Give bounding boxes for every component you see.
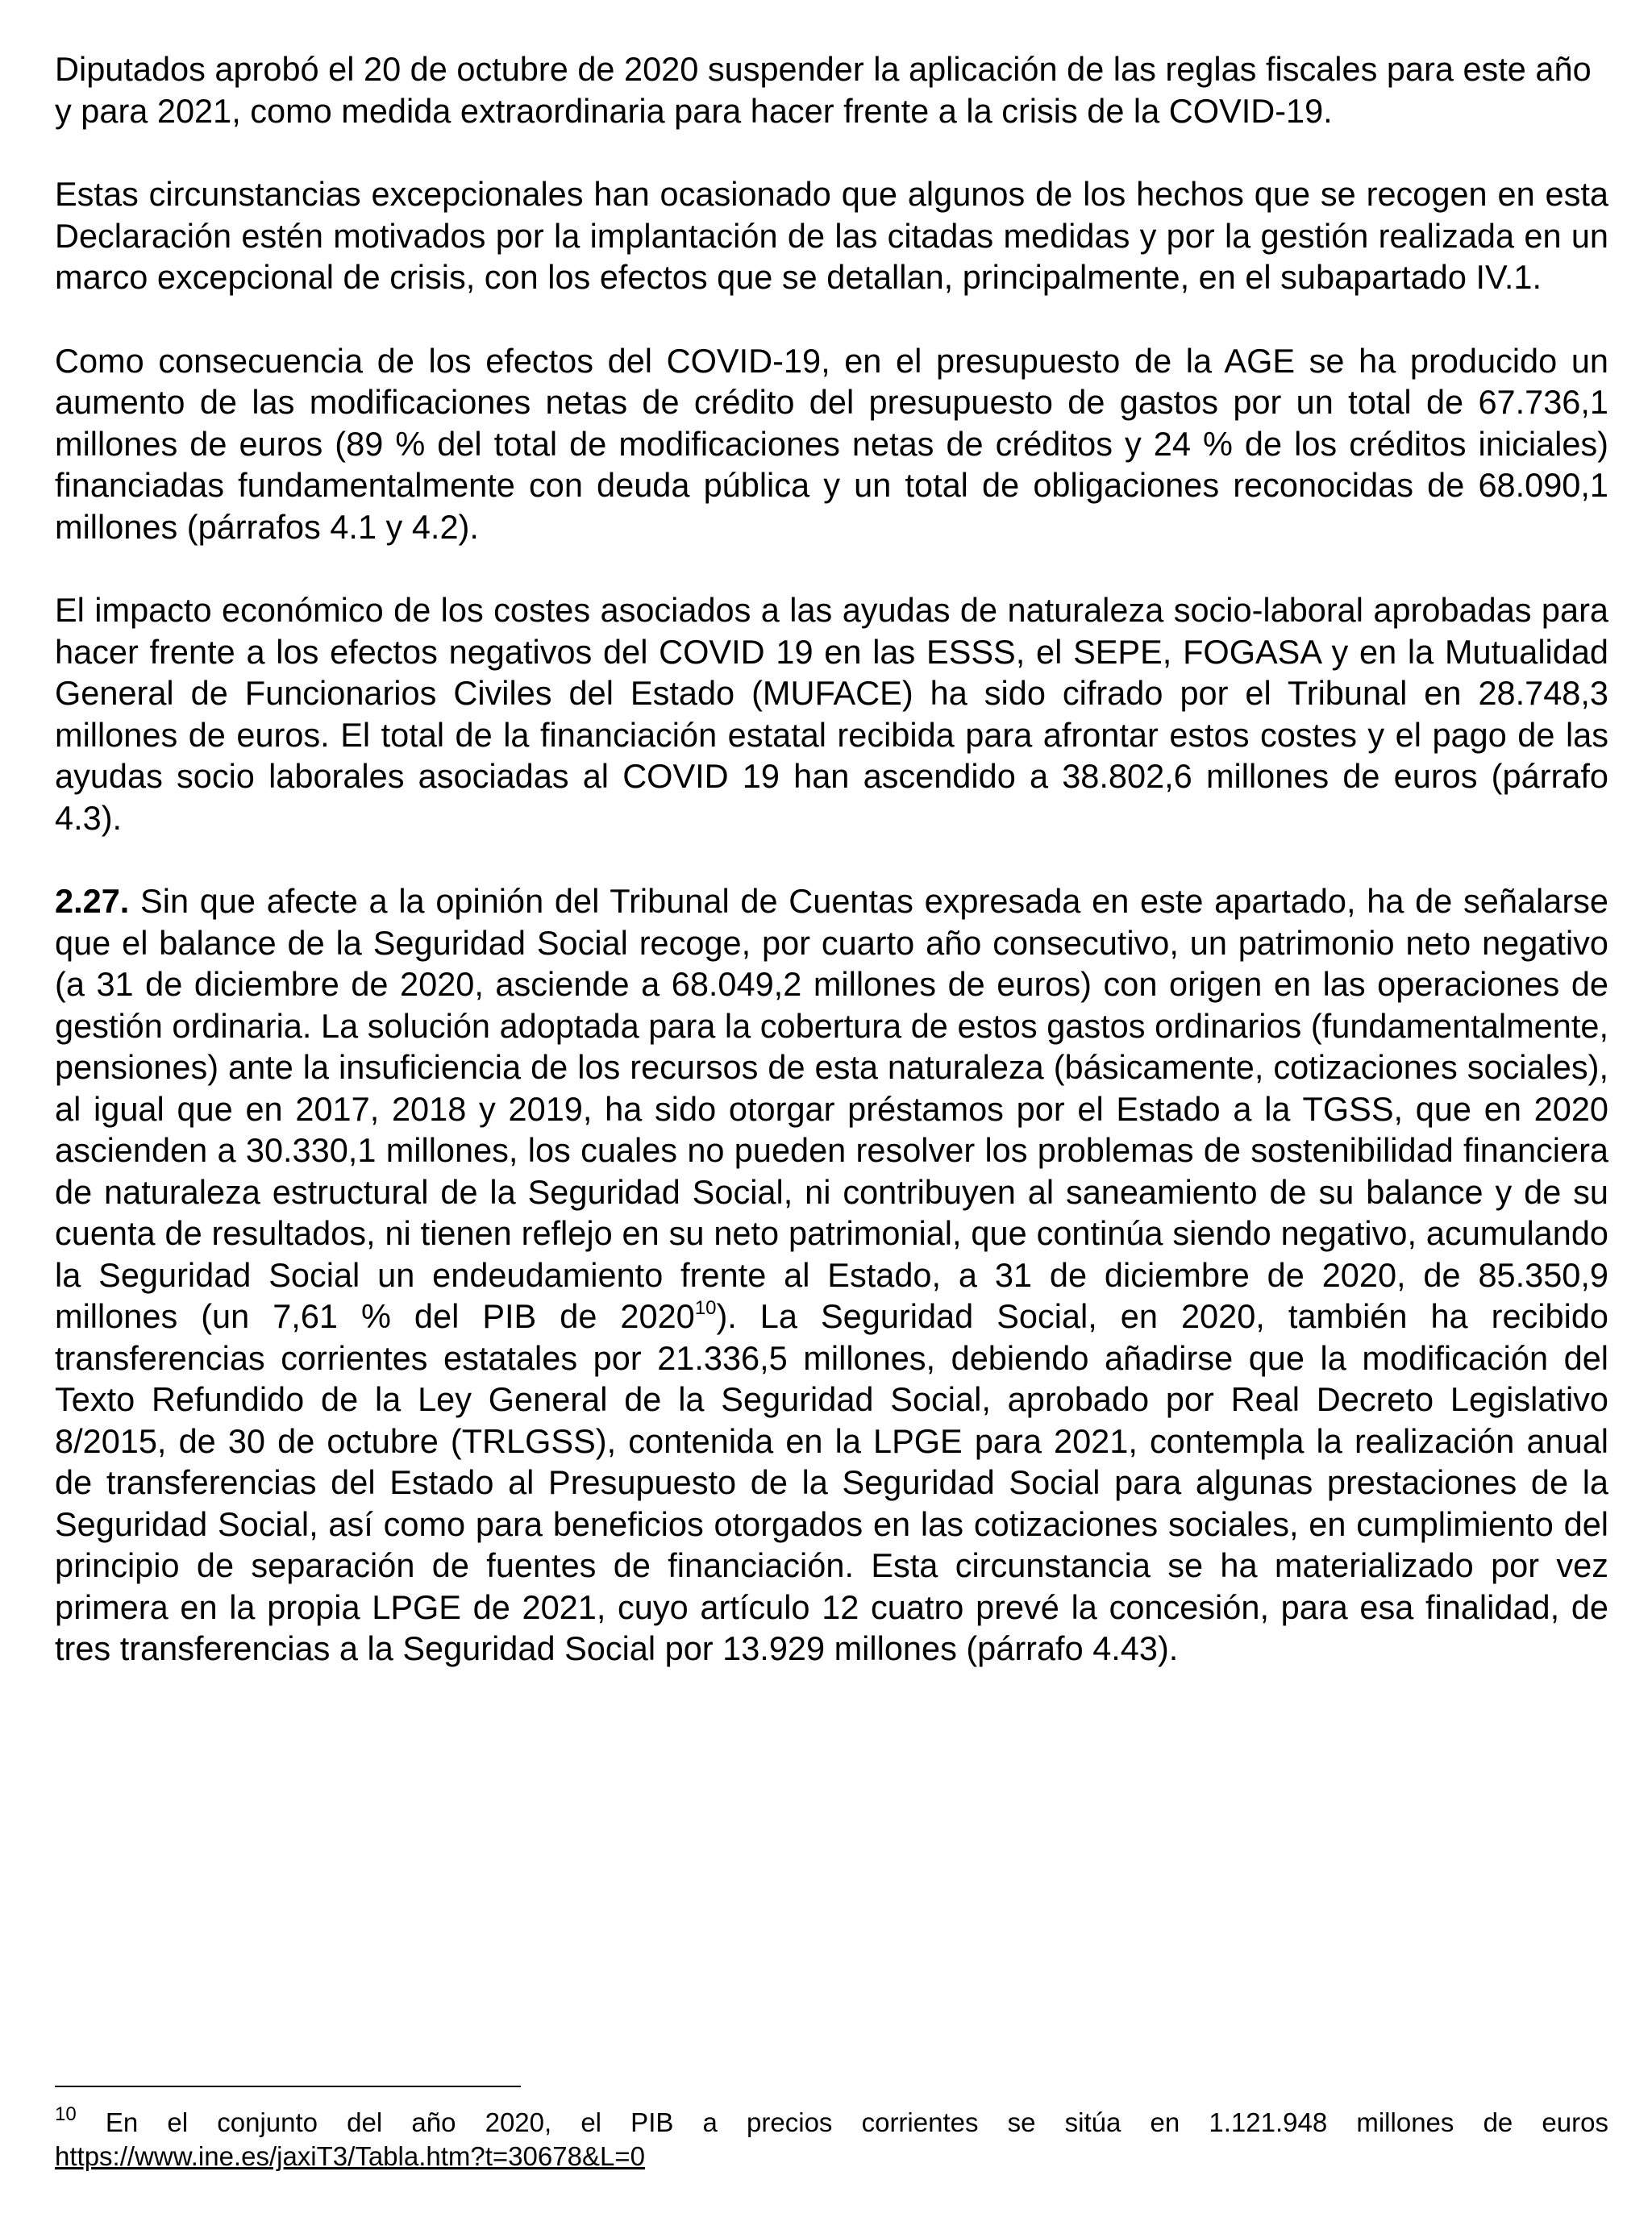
footnote-reference[interactable]: 10	[694, 1297, 717, 1320]
paragraph-reglas-fiscales: Diputados aprobó el 20 de octubre de 2020 suspender la aplicación de las reglas fiscales para este año y para 2021, como medida extraordinaria para hacer frente a la crisis de la COVID-19.	[55, 50, 1592, 130]
paragraph-2-27	[55, 880, 1608, 1670]
paragraph-presupuesto-age: Como consecuencia de los efectos del COVID-19, en el presupuesto de la AGE se ha producido un aumento de las modificaciones netas de crédito del presupuesto de gastos por un total de 67.736,1 millones de euros (89 % del total de modificaciones netas de créditos y 24 % de los créditos iniciales) financiadas fundamentalmente con deuda pública y un total de obligaciones reconocidas de 68.090,1 millones (párrafos 4.1 y 4.2).	[55, 341, 1608, 546]
footnote-text: En el conjunto del año 2020, el PIB a precios corrientes se sitúa en 1.121.948 millones de euros	[76, 2107, 1608, 2137]
document-body	[55, 48, 1608, 1712]
paragraph-text-part2: ). La Seguridad Social, en 2020, también ha recibido transferencias corrientes estatales por 21.336,5 millones, debiendo añadirse que la modificación del Texto Refundido de la Ley General de la Seguridad Social, aprobado por Real Decreto Legislativo 8/2015, de 30 de octubre (TRLGSS), contenida en la LPGE para 2021, contempla la realización anual de transferencias del Estado al Presupuesto de la Seguridad Social para algunas prestaciones de la Seguridad Social, así como para beneficios otorgados en las cotizaciones sociales, en cumplimiento del principio de separación de fuentes de financiación. Esta circunstancia se ha materializado por vez primera en la propia LPGE de 2021, cuyo artículo 12 cuatro prevé la concesión, para esa finalidad, de tres transferencias a la Seguridad Social por 13.929 millones (párrafo 4.43).	[55, 1297, 1608, 1667]
paragraph-circunstancias: Estas circunstancias excepcionales han ocasionado que algunos de los hechos que se recogen en esta Declaración estén motivados por la implantación de las citadas medidas y por la gestión realizada en un marco excepcional de crisis, con los efectos que se detallan, principalmente, en el subapartado IV.1.	[55, 175, 1608, 296]
footnote-text-line	[55, 2103, 1608, 2140]
footnote-link[interactable]: https://www.ine.es/jaxiT3/Tabla.htm?t=30678&L=0	[55, 2141, 645, 2171]
paragraph-impacto-economico: El impacto económico de los costes asociados a las ayudas de naturaleza socio-laboral aprobadas para hacer frente a los efectos negativos del COVID 19 en las ESSS, el SEPE, FOGASA y en la Mutualidad General de Funcionarios Civiles del Estado (MUFACE) ha sido cifrado por el Tribunal en 28.748,3 millones de euros. El total de la financiación estatal recibida para afrontar estos costes y el pago de las ayudas socio laborales asociadas al COVID 19 han ascendido a 38.802,6 millones de euros (párrafo 4.3).	[55, 591, 1608, 837]
paragraph-text-part1: Sin que afecte a la opinión del Tribunal de Cuentas expresada en este apartado, ha de señalarse que el balance de la Seguridad Social recoge, por cuarto año consecutivo, un patrimonio neto negativo (a 31 de diciembre de 2020, asciende a 68.049,2 millones de euros) con origen en las operaciones de gestión ordinaria. La solución adoptada para la cobertura de estos gastos ordinarios (fundamentalmente, pensiones) ante la insuficiencia de los recursos de esta naturaleza (básicamente, cotizaciones sociales), al igual que en 2017, 2018 y 2019, ha sido otorgar préstamos por el Estado a la TGSS, que en 2020 ascienden a 30.330,1 millones, los cuales no pueden resolver los problemas de sostenibilidad financiera de naturaleza estructural de la Seguridad Social, ni contribuyen al saneamiento de su balance y de su cuenta de resultados, ni tienen reflejo en su neto patrimonial, que continúa siendo negativo, acumulando la Seguridad Social un endeudamiento frente al Estado, a 31 de diciembre de 2020, de 85.350,9 millones (un 7,61 % del PIB de 2020	[55, 882, 1608, 1335]
footnote	[55, 2103, 1608, 2174]
paragraph-number: 2.27.	[55, 882, 130, 920]
footnote-separator	[55, 2086, 521, 2087]
footnote-number: 10	[55, 2103, 77, 2125]
